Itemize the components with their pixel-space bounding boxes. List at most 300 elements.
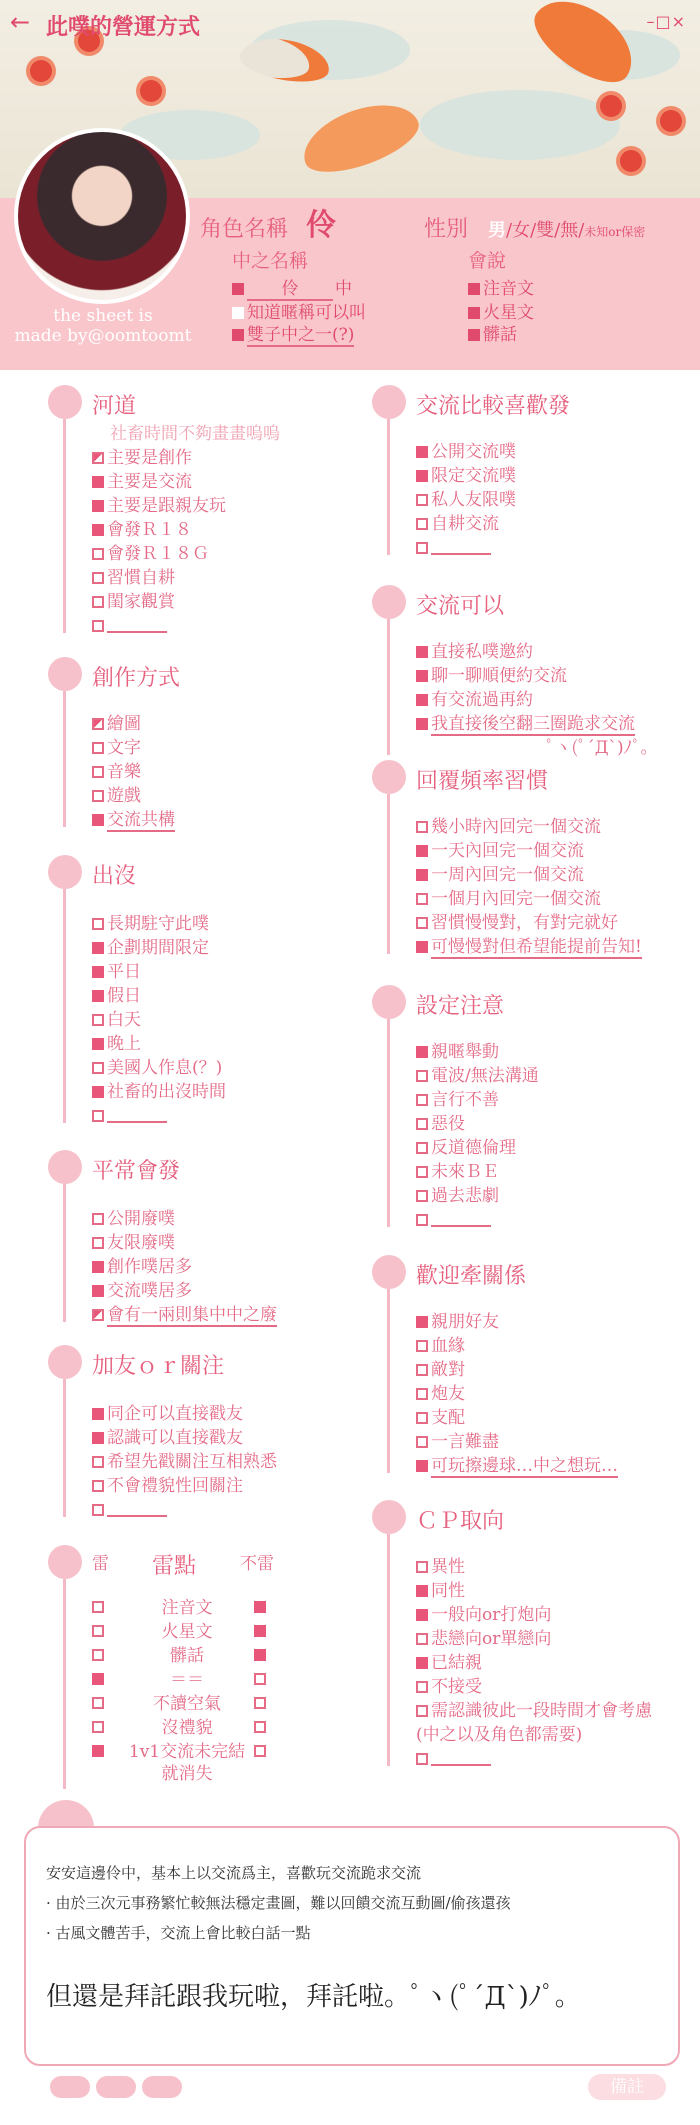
checkbox[interactable] xyxy=(416,1460,428,1472)
section-dot xyxy=(48,1150,82,1184)
item-label: 假日 xyxy=(107,986,141,1006)
blank-line[interactable] xyxy=(431,1213,491,1227)
section-title: 交流可以 xyxy=(416,594,505,619)
checkbox[interactable] xyxy=(416,1142,428,1154)
item-label: 一個月內回完一個交流 xyxy=(431,889,601,909)
item-label: 美國人作息(？) xyxy=(107,1058,223,1078)
checkbox[interactable] xyxy=(416,1118,428,1130)
sheet-credit xyxy=(12,306,194,346)
checkbox[interactable] xyxy=(416,670,428,682)
list-item[interactable] xyxy=(416,912,618,934)
checkbox[interactable] xyxy=(416,1633,428,1645)
section-rail xyxy=(387,1289,390,1473)
list-item[interactable] xyxy=(92,1451,277,1473)
list-item[interactable] xyxy=(92,937,209,959)
gender-unknown[interactable]: 未知or保密 xyxy=(584,225,646,239)
item-label: 習慣自耕 xyxy=(107,568,175,588)
checkbox[interactable] xyxy=(416,1753,428,1765)
list-item[interactable] xyxy=(92,1105,167,1127)
checkbox[interactable] xyxy=(416,1190,428,1202)
list-item[interactable] xyxy=(416,665,567,687)
note-line: · 古風文體苦手，交流上會比較白話一點 xyxy=(46,1924,311,1942)
section-rail xyxy=(387,619,390,755)
list-item[interactable] xyxy=(92,471,192,493)
title-bar xyxy=(0,0,700,44)
checkbox[interactable] xyxy=(416,518,428,530)
thunder-checkbox[interactable] xyxy=(92,1745,104,1757)
list-item[interactable] xyxy=(92,615,167,637)
list-item[interactable] xyxy=(92,913,209,935)
list-item[interactable] xyxy=(416,1407,465,1429)
role-name-label: 角色名稱 xyxy=(200,217,289,242)
checkbox[interactable] xyxy=(92,596,104,608)
note-line: · 由於三次元事務繁忙較無法穩定畫圖，難以回饋交流互動圖/偷孩還孩 xyxy=(46,1894,511,1912)
window-controls[interactable]: –□× xyxy=(646,12,686,31)
thunder-checkbox[interactable] xyxy=(92,1649,104,1661)
section-title: 交流比較喜歡發 xyxy=(416,394,571,419)
item-label: 自耕交流 xyxy=(431,514,499,534)
item-label: 親暱舉動 xyxy=(431,1042,499,1062)
list-item[interactable] xyxy=(416,1065,539,1087)
section-rail xyxy=(387,419,390,555)
no-thunder-checkbox[interactable] xyxy=(254,1625,266,1637)
thunder-label: 火星文 xyxy=(161,1622,213,1642)
cn-nickname-text: 知道暱稱可以叫 xyxy=(247,303,366,323)
item-label: 需認識彼此一段時間才會考慮 xyxy=(431,1701,652,1721)
item-label: 文字 xyxy=(107,738,141,758)
list-item[interactable] xyxy=(546,737,658,759)
item-label: 一天內回完一個交流 xyxy=(431,841,584,861)
checkbox[interactable] xyxy=(416,917,428,929)
no-thunder-checkbox[interactable] xyxy=(254,1721,266,1733)
checkbox[interactable] xyxy=(92,790,104,802)
list-item[interactable] xyxy=(416,1089,499,1111)
thunder-row xyxy=(92,1597,272,1619)
blank-line[interactable] xyxy=(107,1503,167,1517)
lang-checkbox[interactable] xyxy=(468,307,480,319)
section-title: 平常會發 xyxy=(92,1159,181,1184)
item-label: 習慣慢慢對，有對完就好 xyxy=(431,913,618,933)
list-item[interactable] xyxy=(416,1676,482,1698)
section-title: ＣＰ取向 xyxy=(416,1509,505,1534)
item-label: 希望先戳關注互相熟悉 xyxy=(107,1452,277,1472)
section-dot xyxy=(372,985,406,1019)
checkbox[interactable] xyxy=(92,1062,104,1074)
item-label: 血緣 xyxy=(431,1336,465,1356)
list-item[interactable] xyxy=(416,1161,499,1183)
checkbox[interactable] xyxy=(416,1585,428,1597)
checkbox[interactable] xyxy=(92,918,104,930)
checkbox[interactable] xyxy=(92,1456,104,1468)
checkbox[interactable] xyxy=(416,494,428,506)
list-item[interactable] xyxy=(416,888,601,910)
section-rail xyxy=(63,419,66,633)
list-item[interactable] xyxy=(92,1009,141,1031)
thunder-row xyxy=(92,1669,272,1691)
list-item[interactable] xyxy=(416,936,642,958)
item-label: 反道德倫理 xyxy=(431,1138,516,1158)
item-label: 認識可以直接戳友 xyxy=(107,1428,243,1448)
lang-checkbox[interactable] xyxy=(468,329,480,341)
checkbox[interactable] xyxy=(416,718,428,730)
checkbox[interactable] xyxy=(92,476,104,488)
thunder-label: 髒話 xyxy=(170,1646,204,1666)
page-pill[interactable] xyxy=(142,2076,182,2098)
checkbox[interactable] xyxy=(92,1086,104,1098)
item-label: 同企可以直接戳友 xyxy=(107,1404,243,1424)
checkbox[interactable] xyxy=(92,1285,104,1297)
section-dot xyxy=(372,385,406,419)
thunder-label: 就消失 xyxy=(161,1764,213,1784)
section-title: 創作方式 xyxy=(92,666,181,691)
item-label: 不接受 xyxy=(431,1677,482,1697)
item-label: 會發Ｒ１８ xyxy=(107,520,192,540)
list-item[interactable] xyxy=(416,1383,465,1405)
list-item[interactable] xyxy=(416,1455,618,1477)
blank-line[interactable] xyxy=(107,1109,167,1123)
list-item[interactable] xyxy=(92,591,175,613)
checkbox[interactable] xyxy=(92,524,104,536)
list-item[interactable] xyxy=(416,537,491,559)
checkbox[interactable] xyxy=(92,1504,104,1516)
checkbox[interactable] xyxy=(92,1237,104,1249)
thunder-checkbox[interactable] xyxy=(92,1721,104,1733)
item-label: 可玩擦邊球…中之想玩… xyxy=(431,1456,618,1476)
list-item[interactable] xyxy=(416,441,516,463)
list-item[interactable] xyxy=(416,513,499,535)
cn-name-value: 伶 xyxy=(247,274,333,301)
list-item[interactable] xyxy=(92,1208,175,1230)
avatar xyxy=(14,128,190,304)
list-item[interactable] xyxy=(92,543,209,565)
lang-label: 火星文 xyxy=(483,303,534,323)
list-item[interactable] xyxy=(92,1403,243,1425)
checkbox[interactable] xyxy=(416,1364,428,1376)
back-arrow-icon[interactable]: ← xyxy=(10,8,31,36)
thunder-label: 不讀空氣 xyxy=(153,1694,221,1714)
credit-line: the sheet is xyxy=(53,306,153,326)
list-item[interactable] xyxy=(92,519,192,541)
checkbox[interactable] xyxy=(92,1480,104,1492)
list-item[interactable] xyxy=(416,465,516,487)
item-label: 公開廢噗 xyxy=(107,1209,175,1229)
section-title: 回覆頻率習慣 xyxy=(416,769,549,794)
item-label: 親朋好友 xyxy=(431,1312,499,1332)
checkbox[interactable] xyxy=(416,1705,428,1717)
thunder-checkbox[interactable] xyxy=(92,1625,104,1637)
list-item[interactable] xyxy=(92,1057,222,1079)
list-item[interactable] xyxy=(416,1431,499,1453)
item-label: 言行不善 xyxy=(431,1090,499,1110)
lang-item xyxy=(468,320,517,345)
thunder-label: 1v1交流未完結 xyxy=(128,1742,246,1762)
checkbox[interactable] xyxy=(416,1412,428,1424)
section-rail xyxy=(63,1184,66,1322)
item-label: 公開交流噗 xyxy=(431,442,516,462)
list-item[interactable] xyxy=(92,809,175,831)
checkbox[interactable] xyxy=(416,1436,428,1448)
item-label: 主要是跟親友玩 xyxy=(107,496,226,516)
cn-name-checkbox[interactable] xyxy=(232,283,244,295)
list-item[interactable] xyxy=(92,1232,175,1254)
item-label: 直接私噗邀約 xyxy=(431,642,533,662)
item-label: 主要是創作 xyxy=(107,448,192,468)
item-label: 同性 xyxy=(431,1581,465,1601)
checkbox[interactable] xyxy=(416,1681,428,1693)
checkbox[interactable] xyxy=(416,869,428,881)
checkbox[interactable] xyxy=(92,620,104,632)
list-item[interactable] xyxy=(92,495,226,517)
section-dot xyxy=(372,760,406,794)
section-dot xyxy=(372,1255,406,1289)
section-subtitle: 社畜時間不夠畫畫嗚嗚 xyxy=(110,424,280,444)
item-label: 會有一兩則集中中之廢 xyxy=(107,1305,277,1325)
list-item[interactable] xyxy=(416,641,533,663)
section-rail xyxy=(387,794,390,954)
note-highlight: 但還是拜託跟我玩啦，拜託啦。ﾟヽ(ﾟ´Д`)ﾉﾟ。 xyxy=(46,1982,581,2012)
checkbox[interactable] xyxy=(92,766,104,778)
checkbox[interactable] xyxy=(92,1408,104,1420)
checkbox[interactable] xyxy=(92,942,104,954)
section-dot xyxy=(48,1345,82,1379)
thunder-checkbox[interactable] xyxy=(92,1673,104,1685)
lang-checkbox[interactable] xyxy=(468,283,480,295)
list-item[interactable] xyxy=(416,1041,499,1063)
thunder-checkbox[interactable] xyxy=(92,1601,104,1613)
no-thunder-checkbox[interactable] xyxy=(254,1673,266,1685)
list-item[interactable] xyxy=(416,864,584,886)
checkbox[interactable] xyxy=(416,646,428,658)
list-item[interactable] xyxy=(92,1256,192,1278)
checkbox[interactable] xyxy=(92,1432,104,1444)
checkbox[interactable] xyxy=(416,1166,428,1178)
item-label: 會發Ｒ１８Ｇ xyxy=(107,544,209,564)
blank-line[interactable] xyxy=(107,619,167,633)
page-title: 此噗的營運方式 xyxy=(46,14,201,40)
section-dot xyxy=(372,1500,406,1534)
list-item[interactable] xyxy=(416,1700,652,1722)
cn-name-suffix: 中 xyxy=(335,279,352,299)
item-label: 異性 xyxy=(431,1557,465,1577)
list-item[interactable] xyxy=(416,1652,482,1674)
item-label: 一周內回完一個交流 xyxy=(431,865,584,885)
item-label: 不會禮貌性回關注 xyxy=(107,1476,243,1496)
list-item[interactable] xyxy=(92,1304,277,1326)
list-item[interactable] xyxy=(92,761,141,783)
gender-male[interactable]: 男 xyxy=(488,220,506,241)
checkbox[interactable] xyxy=(416,1214,428,1226)
checkbox[interactable] xyxy=(92,1261,104,1273)
item-label: 交流噗居多 xyxy=(107,1281,192,1301)
cn-twin-checkbox[interactable] xyxy=(232,329,244,341)
checkbox[interactable] xyxy=(92,814,104,826)
checkbox[interactable] xyxy=(416,1046,428,1058)
list-item[interactable] xyxy=(92,785,141,807)
list-item[interactable] xyxy=(92,985,141,1007)
section-rail xyxy=(387,1019,390,1227)
list-item[interactable] xyxy=(416,1556,465,1578)
list-item[interactable] xyxy=(416,1748,491,1770)
item-label: 私人友限噗 xyxy=(431,490,516,510)
checkbox[interactable] xyxy=(92,966,104,978)
thunder-checkbox[interactable] xyxy=(92,1697,104,1709)
cn-name-label: 中之名稱 xyxy=(232,250,309,272)
list-item[interactable] xyxy=(92,567,175,589)
thunder-right-head: 不雷 xyxy=(240,1554,274,1574)
checkbox[interactable] xyxy=(416,1561,428,1573)
checkbox[interactable] xyxy=(92,1213,104,1225)
checkbox[interactable] xyxy=(416,893,428,905)
thunder-label: 注音文 xyxy=(161,1598,213,1618)
checkbox[interactable] xyxy=(92,990,104,1002)
item-label: 可慢慢對但希望能提前告知! xyxy=(431,937,642,957)
list-item[interactable] xyxy=(416,1185,499,1207)
item-label: 炮友 xyxy=(431,1384,465,1404)
checkbox[interactable] xyxy=(92,548,104,560)
no-thunder-checkbox[interactable] xyxy=(254,1745,266,1757)
cn-twin-text: 雙子中之一(?) xyxy=(247,325,355,345)
thunder-row xyxy=(92,1741,272,1784)
item-label: (中之以及角色都需要) xyxy=(416,1725,583,1745)
checkbox[interactable] xyxy=(416,1609,428,1621)
section-title: 歡迎牽關係 xyxy=(416,1264,527,1289)
list-item[interactable] xyxy=(416,1628,551,1650)
thunder-title: 雷點 xyxy=(152,1554,197,1579)
section-rail xyxy=(63,691,66,827)
list-item[interactable] xyxy=(416,1580,465,1602)
list-item[interactable] xyxy=(92,1427,243,1449)
checkbox[interactable] xyxy=(416,1388,428,1400)
list-item[interactable] xyxy=(416,713,635,735)
list-item[interactable] xyxy=(92,1033,141,1055)
list-item[interactable] xyxy=(416,1137,516,1159)
page-pill[interactable] xyxy=(96,2076,136,2098)
list-item[interactable] xyxy=(416,816,601,838)
checkbox[interactable] xyxy=(92,1309,104,1321)
lang-label: 注音文 xyxy=(483,279,534,299)
checkbox[interactable] xyxy=(416,1094,428,1106)
thunder-label: 沒禮貌 xyxy=(161,1718,213,1738)
list-item[interactable] xyxy=(92,1081,226,1103)
checkbox[interactable] xyxy=(92,500,104,512)
section-rail xyxy=(63,889,66,1123)
checkbox[interactable] xyxy=(92,572,104,584)
thunder-row xyxy=(92,1621,272,1643)
header xyxy=(0,0,700,370)
no-thunder-checkbox[interactable] xyxy=(254,1649,266,1661)
list-item[interactable] xyxy=(416,489,516,511)
checkbox[interactable] xyxy=(416,694,428,706)
checkbox[interactable] xyxy=(416,542,428,554)
no-thunder-checkbox[interactable] xyxy=(254,1601,266,1613)
checkbox[interactable] xyxy=(92,718,104,730)
checkbox[interactable] xyxy=(416,446,428,458)
item-label: 閨家觀賞 xyxy=(107,592,175,612)
gender-others[interactable]: /女/雙/無/ xyxy=(506,220,585,241)
thunder-row xyxy=(92,1693,272,1715)
section-rail xyxy=(387,1534,390,1766)
list-item[interactable] xyxy=(416,1311,499,1333)
item-label: 白天 xyxy=(107,1010,141,1030)
list-item[interactable] xyxy=(416,689,533,711)
checkbox[interactable] xyxy=(416,470,428,482)
section-dot xyxy=(48,657,82,691)
item-label: 一般向or打炮向 xyxy=(431,1605,552,1625)
list-item[interactable] xyxy=(416,1604,551,1626)
cn-name-line1 xyxy=(232,274,352,301)
cn-twin-line xyxy=(232,320,354,345)
checkbox[interactable] xyxy=(92,742,104,754)
checkbox[interactable] xyxy=(416,1070,428,1082)
checkbox[interactable] xyxy=(416,845,428,857)
list-item[interactable] xyxy=(416,1209,491,1231)
item-label: 我直接後空翻三圈跪求交流 xyxy=(431,714,635,734)
item-label: 音樂 xyxy=(107,762,141,782)
item-label: 敵對 xyxy=(431,1360,465,1380)
list-item[interactable] xyxy=(92,961,141,983)
memo-button[interactable]: 備註 xyxy=(588,2074,666,2100)
item-label: 遊戲 xyxy=(107,786,141,806)
checkbox[interactable] xyxy=(416,1657,428,1669)
list-item[interactable] xyxy=(92,1280,192,1302)
list-item[interactable] xyxy=(416,1724,582,1746)
section-dot xyxy=(48,1545,82,1579)
item-label: 平日 xyxy=(107,962,141,982)
checkbox[interactable] xyxy=(416,941,428,953)
blank-line[interactable] xyxy=(431,1752,491,1766)
languages-label: 會說 xyxy=(468,250,507,272)
lang-label: 髒話 xyxy=(483,325,517,345)
credit-line: made by@oomtoomt xyxy=(14,326,192,346)
checkbox[interactable] xyxy=(92,1110,104,1122)
checkbox[interactable] xyxy=(416,821,428,833)
section-rail xyxy=(63,1579,66,1789)
item-label: 限定交流噗 xyxy=(431,466,516,486)
item-label: 一言難盡 xyxy=(431,1432,499,1452)
blank-line[interactable] xyxy=(431,541,491,555)
no-thunder-checkbox[interactable] xyxy=(254,1697,266,1709)
item-label: 交流共構 xyxy=(107,810,175,830)
item-label: 已結親 xyxy=(431,1653,482,1673)
list-item[interactable] xyxy=(416,840,584,862)
list-item[interactable] xyxy=(92,1475,243,1497)
list-item[interactable] xyxy=(416,1335,465,1357)
item-label: 悲戀向or單戀向 xyxy=(431,1629,552,1649)
item-label: 支配 xyxy=(431,1408,465,1428)
list-item[interactable] xyxy=(92,737,141,759)
list-item[interactable] xyxy=(416,1113,465,1135)
checkbox[interactable] xyxy=(92,1038,104,1050)
list-item[interactable] xyxy=(92,713,141,735)
list-item[interactable] xyxy=(416,1359,465,1381)
gender-label: 性別 xyxy=(424,217,469,242)
thunder-label: ＝＝ xyxy=(170,1670,204,1690)
item-label: 繪圖 xyxy=(107,714,141,734)
note-line: 安安這邊伶中，基本上以交流爲主，喜歡玩交流跪求交流 xyxy=(46,1864,422,1882)
checkbox[interactable] xyxy=(92,1014,104,1026)
page-pill[interactable] xyxy=(50,2076,90,2098)
checkbox[interactable] xyxy=(416,1340,428,1352)
section-title: 河道 xyxy=(92,394,137,419)
list-item[interactable] xyxy=(92,1499,167,1521)
cn-nickname-checkbox[interactable] xyxy=(232,307,244,319)
thunder-row xyxy=(92,1717,272,1739)
item-label: 過去悲劇 xyxy=(431,1186,499,1206)
checkbox[interactable] xyxy=(416,1316,428,1328)
list-item[interactable] xyxy=(92,447,192,469)
section-title: 加友ｏｒ關注 xyxy=(92,1354,225,1379)
checkbox[interactable] xyxy=(92,452,104,464)
